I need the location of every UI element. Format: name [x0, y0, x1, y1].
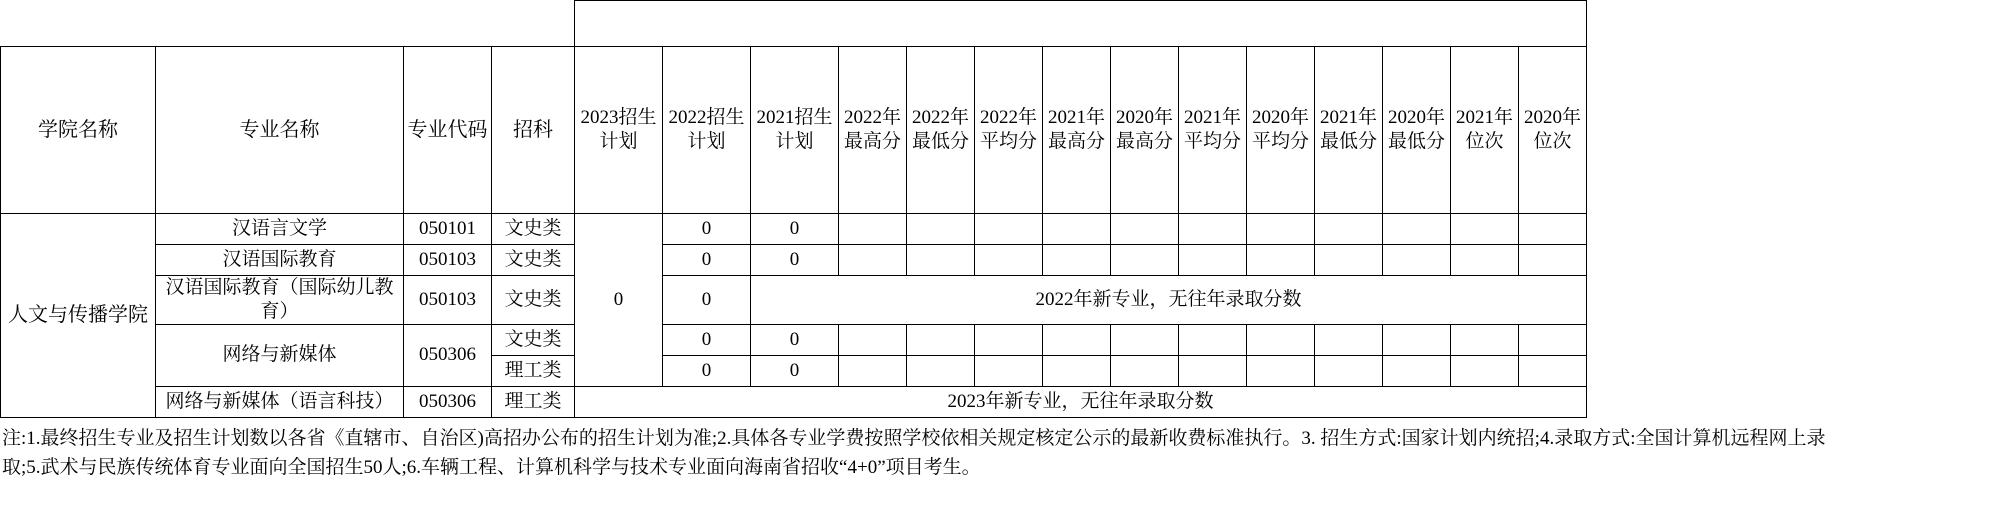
score-cell: [839, 324, 907, 355]
spacer-cell: [492, 1, 575, 47]
header-col-10: 2021年最低分: [1315, 47, 1383, 214]
header-col-1: 2022招生计划: [663, 47, 751, 214]
header-col-11: 2020年最低分: [1383, 47, 1451, 214]
header-col-8: 2021年平均分: [1179, 47, 1247, 214]
plan-2021: 0: [751, 355, 839, 386]
plan-2021: 0: [751, 245, 839, 276]
score-cell: [975, 214, 1043, 245]
score-cell: [1315, 324, 1383, 355]
header-college: 学院名称: [1, 47, 156, 214]
recruit-type: 文史类: [492, 245, 575, 276]
plan-2022: 0: [663, 324, 751, 355]
major-code: 050103: [404, 276, 492, 325]
score-cell: [1247, 245, 1315, 276]
score-cell: [975, 324, 1043, 355]
score-cell: [907, 355, 975, 386]
major-code: 050103: [404, 245, 492, 276]
score-cell: [1179, 324, 1247, 355]
score-cell: [1247, 324, 1315, 355]
table-row: [1, 324, 1587, 355]
table-row: [1, 245, 1587, 276]
score-cell: [1043, 355, 1111, 386]
footnote-line-2: 取;5.武术与民族传统体育专业面向全国招生50人;6.车辆工程、计算机科学与技术专业面向海南省招收“4+0”项目考生。: [2, 457, 981, 479]
major-name: 网络与新媒体（语言科技）: [156, 386, 404, 417]
plan-2022: 0: [663, 245, 751, 276]
score-cell: [1383, 245, 1451, 276]
major-name: 汉语言文学: [156, 214, 404, 245]
score-cell: [975, 245, 1043, 276]
score-cell: [907, 214, 975, 245]
header-col-3: 2022年最高分: [839, 47, 907, 214]
score-cell: [1247, 355, 1315, 386]
header-recruit-type: 招科: [492, 47, 575, 214]
spacer-cell: [1, 1, 156, 47]
header-col-7: 2020年最高分: [1111, 47, 1179, 214]
score-cell: [1247, 214, 1315, 245]
table-row: [1, 386, 1587, 417]
score-cell: [1383, 355, 1451, 386]
recruit-type: 文史类: [492, 214, 575, 245]
major-code: 050101: [404, 214, 492, 245]
score-cell: [1451, 214, 1519, 245]
header-top-row: [1, 1, 1587, 47]
score-cell: [839, 355, 907, 386]
score-cell: [1111, 324, 1179, 355]
header-col-0: 2023招生计划: [575, 47, 663, 214]
footnote: [2, 424, 1988, 483]
score-cell: [1519, 355, 1587, 386]
header-row: [1, 47, 1587, 214]
major-name: 汉语国际教育（国际幼儿教育）: [156, 276, 404, 325]
spacer-cell: [404, 1, 492, 47]
score-cell: [1043, 245, 1111, 276]
score-cell: [1315, 245, 1383, 276]
new-major-note-2023: 2023年新专业，无往年录取分数: [575, 386, 1587, 417]
score-cell: [839, 245, 907, 276]
score-cell: [907, 324, 975, 355]
table-row: [1, 214, 1587, 245]
score-cell: [1383, 324, 1451, 355]
new-major-note-2022: 2022年新专业，无往年录取分数: [751, 276, 1587, 325]
score-cell: [1315, 355, 1383, 386]
score-cell: [1519, 324, 1587, 355]
score-cell: [975, 355, 1043, 386]
recruit-type: 理工类: [492, 386, 575, 417]
score-cell: [1519, 245, 1587, 276]
plan-2022: 0: [663, 214, 751, 245]
score-cell: [1315, 214, 1383, 245]
score-cell: [1111, 214, 1179, 245]
table-row: [1, 276, 1587, 325]
score-cell: [1451, 245, 1519, 276]
score-cell: [907, 245, 975, 276]
score-cell: [1451, 355, 1519, 386]
score-cell: [1383, 214, 1451, 245]
score-cell: [1451, 324, 1519, 355]
major-name: 网络与新媒体: [156, 324, 404, 386]
plan-2022: 0: [663, 276, 751, 325]
score-group-header: [575, 1, 1587, 47]
header-col-2: 2021招生计划: [751, 47, 839, 214]
recruit-type: 文史类: [492, 324, 575, 355]
plan-2021: 0: [751, 324, 839, 355]
header-col-6: 2021年最高分: [1043, 47, 1111, 214]
score-cell: [1519, 214, 1587, 245]
header-major: 专业名称: [156, 47, 404, 214]
score-cell: [1179, 214, 1247, 245]
footnote-line-1: 注:1.最终招生专业及招生计划数以各省《直辖市、自治区)高招办公布的招生计划为准;2.具体各专业学费按照学校依相关规定核定公示的最新收费标准执行。3. 招生方式:国家计划内统招;4.录取方式:全国计算机远程网上录: [2, 428, 1826, 449]
recruit-type: 文史类: [492, 276, 575, 325]
major-code: 050306: [404, 324, 492, 386]
plan-2023: 0: [575, 214, 663, 387]
score-cell: [1179, 355, 1247, 386]
spacer-cell: [156, 1, 404, 47]
recruit-type: 理工类: [492, 355, 575, 386]
header-col-9: 2020年平均分: [1247, 47, 1315, 214]
score-cell: [1111, 245, 1179, 276]
college-name: 人文与传播学院: [1, 214, 156, 418]
header-col-13: 2020年位次: [1519, 47, 1587, 214]
major-code: 050306: [404, 386, 492, 417]
header-col-12: 2021年位次: [1451, 47, 1519, 214]
header-major-code: 专业代码: [404, 47, 492, 214]
score-cell: [1179, 245, 1247, 276]
plan-2021: 0: [751, 214, 839, 245]
score-cell: [1111, 355, 1179, 386]
major-name: 汉语国际教育: [156, 245, 404, 276]
score-cell: [839, 214, 907, 245]
score-cell: [1043, 324, 1111, 355]
plan-2022: 0: [663, 355, 751, 386]
score-cell: [1043, 214, 1111, 245]
header-col-4: 2022年最低分: [907, 47, 975, 214]
header-col-5: 2022年平均分: [975, 47, 1043, 214]
